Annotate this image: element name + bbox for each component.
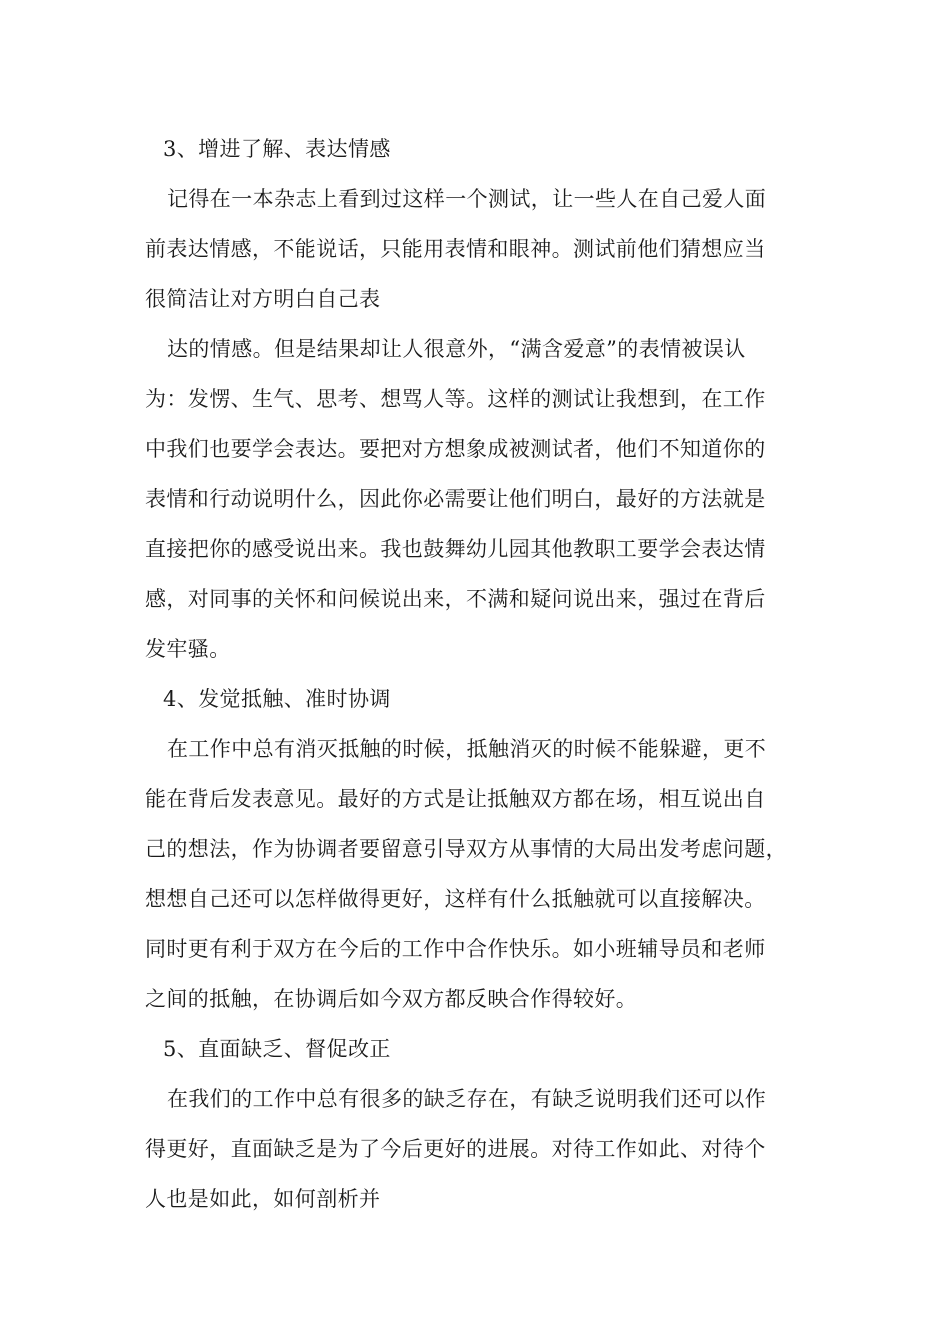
section-heading-3: 3、增进了解、表达情感 bbox=[163, 137, 391, 161]
paragraph-line: 在工作中总有消灭抵触的时候，抵触消灭的时候不能躲避，更不 bbox=[167, 737, 767, 761]
section-heading-4: 4、发觉抵触、准时协调 bbox=[163, 687, 391, 711]
paragraph-line: 为：发愣、生气、思考、想骂人等。这样的测试让我想到，在工作 bbox=[145, 387, 766, 411]
paragraph-line: 能在背后发表意见。最好的方式是让抵触双方都在场，相互说出自 bbox=[145, 787, 766, 811]
paragraph-line: 表情和行动说明什么，因此你必需要让他们明白，最好的方法就是 bbox=[145, 487, 766, 511]
paragraph-line: 己的想法，作为协调者要留意引导双方从事情的大局出发考虑问题， bbox=[145, 837, 787, 861]
paragraph-line: 直接把你的感受说出来。我也鼓舞幼儿园其他教职工要学会表达情 bbox=[145, 537, 766, 561]
paragraph-line: 得更好，直面缺乏是为了今后更好的进展。对待工作如此、对待个 bbox=[145, 1137, 766, 1161]
paragraph-line: 之间的抵触，在协调后如今双方都反映合作得较好。 bbox=[145, 987, 638, 1011]
paragraph-line: 人也是如此，如何剖析并 bbox=[145, 1187, 381, 1211]
paragraph-line: 达的情感。但是结果却让人很意外，“满含爱意”的表情被误认 bbox=[167, 337, 746, 361]
paragraph-line: 想想自己还可以怎样做得更好，这样有什么抵触就可以直接解决。 bbox=[145, 887, 766, 911]
section-heading-5: 5、直面缺乏、督促改正 bbox=[163, 1037, 391, 1061]
paragraph-line: 发牢骚。 bbox=[145, 637, 231, 661]
paragraph-line: 中我们也要学会表达。要把对方想象成被测试者，他们不知道你的 bbox=[145, 437, 766, 461]
paragraph-line: 记得在一本杂志上看到过这样一个测试，让一些人在自己爱人面 bbox=[167, 187, 767, 211]
paragraph-line: 在我们的工作中总有很多的缺乏存在，有缺乏说明我们还可以作 bbox=[167, 1087, 767, 1111]
paragraph-line: 同时更有利于双方在今后的工作中合作快乐。如小班辅导员和老师 bbox=[145, 937, 766, 961]
paragraph-line: 前表达情感，不能说话，只能用表情和眼神。测试前他们猜想应当 bbox=[145, 237, 766, 261]
paragraph-line: 感，对同事的关怀和问候说出来，不满和疑问说出来，强过在背后 bbox=[145, 587, 766, 611]
paragraph-line: 很简洁让对方明白自己表 bbox=[145, 287, 381, 311]
